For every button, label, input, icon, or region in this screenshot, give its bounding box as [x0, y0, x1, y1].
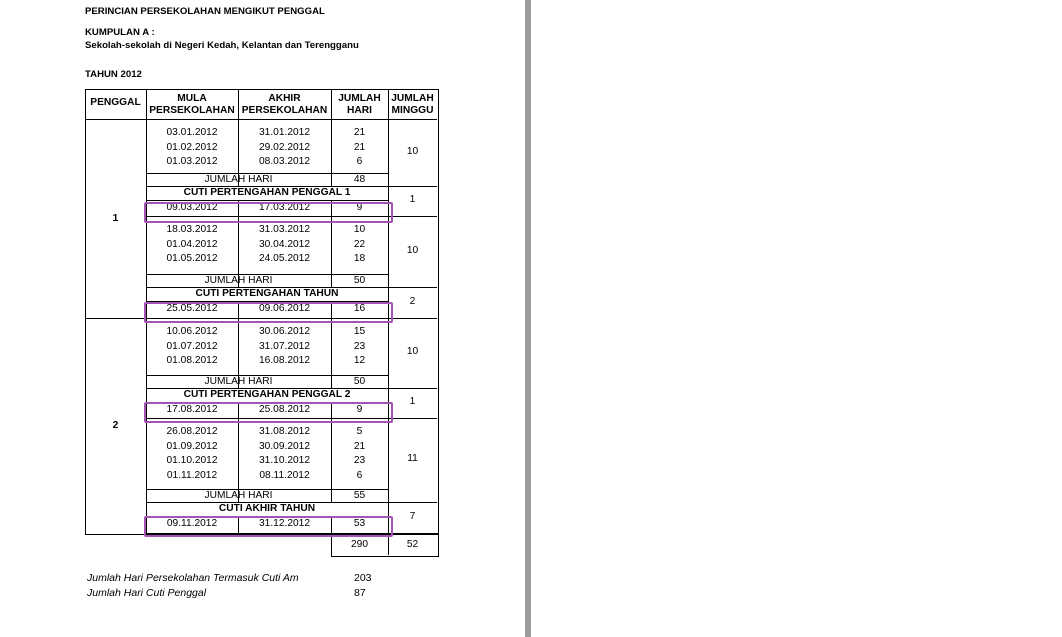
weeks-value: 1	[409, 194, 416, 205]
total-label: JUMLAH HARI	[204, 376, 273, 387]
end-date: 31.07.2012	[259, 340, 310, 352]
header-mula: MULA	[177, 93, 207, 104]
end-date: 08.03.2012	[259, 156, 310, 167]
end-date: 29.02.2012	[259, 141, 310, 153]
holiday-title: CUTI PERTENGAHAN TAHUN	[195, 288, 339, 299]
days-value: 21	[353, 127, 366, 138]
highlight-box	[144, 302, 393, 323]
total-days: 55	[353, 490, 366, 501]
holiday-days: 53	[353, 518, 366, 529]
start-date: 01.11.2012	[166, 469, 218, 481]
holiday-end-date: 31.12.2012	[259, 518, 310, 529]
header-penggal: PENGGAL	[90, 97, 141, 108]
header-jminggu: JUMLAH	[391, 93, 434, 104]
days-value: 6	[356, 156, 363, 167]
holiday-days: 9	[356, 404, 363, 415]
days-value: 22	[353, 238, 366, 250]
holiday-days-value: 87	[354, 587, 366, 599]
total-days-value: 203	[354, 572, 372, 584]
penggal-divider	[85, 318, 146, 319]
start-date: 01.04.2012	[166, 238, 218, 250]
weeks-value: 2	[409, 295, 416, 307]
holiday-start-date: 09.11.2012	[166, 518, 218, 529]
end-date: 30.09.2012	[259, 440, 310, 452]
end-date: 30.06.2012	[259, 326, 310, 337]
weeks-value: 7	[409, 510, 416, 522]
total-label: JUMLAH HARI	[204, 174, 273, 185]
total-days: 50	[353, 275, 366, 286]
start-date: 26.08.2012	[166, 426, 218, 437]
group-description: Sekolah-sekolah di Negeri Kedah, Kelantan dan Terengganu	[85, 40, 359, 51]
holiday-days: 16	[353, 303, 366, 314]
start-date: 03.01.2012	[166, 127, 218, 138]
days-value: 15	[353, 326, 366, 337]
header-mula: PERSEKOLAHAN	[149, 105, 235, 116]
total-label: JUMLAH HARI	[204, 275, 273, 286]
group-title: KUMPULAN A :	[85, 27, 155, 38]
end-date: 30.04.2012	[259, 238, 310, 250]
highlight-box	[144, 516, 393, 537]
end-date: 16.08.2012	[259, 355, 310, 366]
holiday-days-label: Jumlah Hari Cuti Penggal	[87, 587, 207, 599]
document-page-kumpulan-b	[531, 0, 1062, 637]
start-date: 01.08.2012	[166, 355, 218, 366]
total-label: JUMLAH HARI	[204, 490, 273, 501]
penggal-number: 1	[112, 212, 119, 224]
days-value: 10	[353, 224, 366, 235]
header-akhir: AKHIR	[268, 93, 301, 104]
end-date: 31.10.2012	[259, 455, 310, 466]
holiday-start-date: 09.03.2012	[166, 202, 218, 213]
start-date: 01.03.2012	[166, 156, 218, 167]
days-value: 21	[353, 141, 366, 153]
start-date: 01.02.2012	[166, 141, 218, 153]
days-value: 21	[353, 440, 366, 452]
end-date: 08.11.2012	[259, 469, 310, 481]
document-title: PERINCIAN PERSEKOLAHAN MENGIKUT PENGGAL	[85, 6, 325, 17]
weeks-value: 10	[406, 244, 419, 256]
holiday-start-date: 25.05.2012	[166, 303, 218, 314]
document-page-kumpulan-a	[0, 0, 525, 637]
days-value: 12	[353, 355, 366, 366]
start-date: 01.05.2012	[166, 253, 218, 264]
highlight-box	[144, 202, 393, 223]
days-value: 23	[353, 340, 366, 352]
highlight-box	[144, 402, 393, 423]
start-date: 01.09.2012	[166, 440, 218, 452]
table-header-divider	[85, 119, 437, 120]
holiday-end-date: 25.08.2012	[259, 404, 310, 415]
holiday-days: 9	[356, 202, 363, 213]
holiday-end-date: 17.03.2012	[259, 202, 310, 213]
days-value: 23	[353, 455, 366, 466]
weeks-value: 10	[406, 346, 419, 357]
holiday-title: CUTI AKHIR TAHUN	[218, 503, 316, 514]
total-days: 50	[353, 376, 366, 387]
grand-total-weeks: 52	[406, 539, 419, 550]
weeks-value: 1	[409, 396, 416, 407]
header-jhari: JUMLAH	[338, 93, 381, 104]
start-date: 01.07.2012	[166, 340, 218, 352]
total-days-label: Jumlah Hari Persekolahan Termasuk Cuti Am	[87, 572, 299, 584]
holiday-divider	[146, 200, 388, 201]
days-value: 6	[356, 469, 363, 481]
end-date: 31.03.2012	[259, 224, 310, 235]
header-akhir: PERSEKOLAHAN	[241, 105, 328, 116]
days-value: 5	[356, 426, 363, 437]
end-date: 31.01.2012	[259, 127, 310, 138]
header-jminggu: MINGGU	[391, 105, 434, 116]
holiday-title: CUTI PERTENGAHAN PENGGAL 1	[183, 187, 351, 198]
start-date: 01.10.2012	[166, 455, 218, 466]
start-date: 18.03.2012	[166, 224, 218, 235]
start-date: 10.06.2012	[166, 326, 218, 337]
penggal-number: 2	[112, 419, 119, 431]
year-label: TAHUN 2012	[85, 69, 142, 80]
end-date: 24.05.2012	[259, 253, 310, 264]
weeks-value: 10	[406, 145, 419, 157]
holiday-end-date: 09.06.2012	[259, 303, 310, 314]
total-days: 48	[353, 174, 366, 185]
header-jhari: HARI	[347, 105, 372, 116]
end-date: 31.08.2012	[259, 426, 310, 437]
grand-total-days: 290	[351, 539, 368, 550]
weeks-value: 11	[407, 453, 418, 464]
holiday-title: CUTI PERTENGAHAN PENGGAL 2	[183, 389, 351, 400]
days-value: 18	[353, 253, 366, 264]
holiday-start-date: 17.08.2012	[166, 404, 218, 415]
